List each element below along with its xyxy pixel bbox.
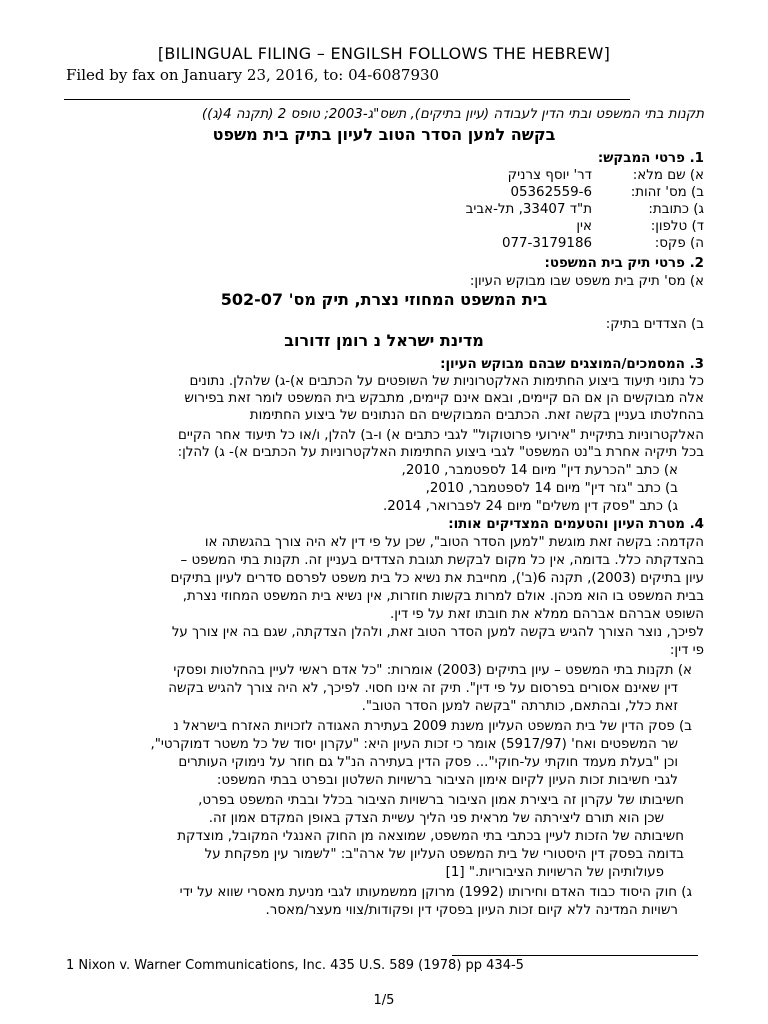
- fax-filing-line: Filed by fax on January 23, 2016, to: 04-6087930: [66, 66, 440, 84]
- section-3-line: בכל תיקיה אחרת ב"נט המשפט" לגבי ביצוע החתימות האלקטרוניות על הכתבים א)- ג) להלן:: [177, 445, 704, 460]
- section-4-line: הקדמה: בקשה זאת מוגשת "למען הסדר הטוב", שכן על פי דין לא היה צורך בהגשתה או: [204, 535, 704, 550]
- parties-label: ב) הצדדים בתיק:: [605, 317, 704, 332]
- footnote-divider: [452, 955, 698, 956]
- applicant-address-value: ת"ד 33407, תל-אביב: [465, 202, 592, 217]
- section-1-heading: 1. פרטי המבקש:: [597, 151, 704, 166]
- section-4-line: פי דין:: [669, 643, 704, 658]
- reason-b-line: וכן "בעלת מעמד חוקתי על-חוקי"... פסק הדין בעתירה הנ"ל גם חוזר על נימוקי העותרים: [178, 755, 678, 770]
- applicant-phone-label: ד) טלפון:: [650, 219, 704, 234]
- reason-c-line: רשויות המדינה ללא קיום זכות העיון בפסקי דין ופקודות/צווי מעצר/מאסר.: [265, 903, 678, 918]
- section-4-line: לפיכך, נוצר הצורך להגיש בקשה למען הסדר הטוב זאת, ולהלן הצדקתה, שגם בה אין צורך על: [171, 625, 704, 640]
- page-number: 1/5: [373, 993, 395, 1008]
- section-3-line: כל נתוני תיעוד ביצוע החתימות האלקטרוניות של השופטים על הכתבים א)-ג) שלהלן. נתונים: [189, 374, 704, 389]
- section-2-heading: 2. פרטי תיק בית המשפט:: [544, 256, 704, 271]
- applicant-name-value: דר' יוסף צרניק: [507, 168, 592, 183]
- applicant-id-label: ב) מס' זהות:: [630, 185, 704, 200]
- section-4-line: השופט אברהם אברהם ממלא את חובתו זאת על פי דין.: [389, 607, 704, 622]
- document-item: א) כתב "הכרעת דין" מיום 14 לספטמבר, 2010,: [401, 463, 678, 478]
- reason-b-line: פעולותיהן של הרשויות הציבוריות." [1]: [445, 865, 664, 880]
- case-parties: מדינת ישראל נ רומן זדורוב: [284, 331, 484, 350]
- applicant-id-value: 05362559-6: [510, 185, 592, 200]
- regulation-citation: תקנות בתי המשפט ובתי הדין לעבודה (עיון בתיקים), תשס"ג-2003; טופס 2 (תקנה 4(ג)): [201, 107, 704, 122]
- reason-a-line: זאת כלל, ובהתאם, כותרתה "בקשה למען הסדר הטוב".: [361, 699, 678, 714]
- section-4-line: עיון בתיקים (2003), תקנה 6(ב'), מחייבת את נשיא כל בית משפט לפרסם סדרים לעיון בתיקים: [170, 571, 704, 586]
- section-4-line: בהצדקתה כלל. בדומה, אין כל מקום לבקשת תגובת הצדדים בעניין זה. תקנות בתי המשפט –: [180, 553, 704, 568]
- applicant-fax-value: 077-3179186: [501, 236, 592, 251]
- applicant-name-label: א) שם מלא:: [632, 168, 704, 183]
- reason-b-line: ב) פסק הדין של בית המשפט העליון משנת 2009 בעתירת האגודה לזכויות האזרח בישראל נ: [173, 719, 692, 734]
- case-number: בית המשפט המחוזי נצרת, תיק מס' 502-07: [220, 290, 548, 309]
- applicant-fax-label: ה) פקס:: [654, 236, 704, 251]
- document-item: ג) כתב "פסק דין משלים" מיום 24 לפברואר, 2014.: [382, 499, 678, 514]
- bilingual-header: [BILINGUAL FILING – ENGILSH FOLLOWS THE HEBREW]: [157, 44, 611, 63]
- reason-b-line: שכן הוא תורם ליצירתה של מראית פני הליך עשיית הצדק באופן המקדם אמון זה.: [208, 811, 664, 826]
- reason-b-line: שר המשפטים ואח' (5917/97) אומר כי זכות העיון היא: "עקרון יסוד של כל משטר דמוקרטי",: [150, 737, 678, 752]
- reason-c-line: ג) חוק היסוד כבוד האדם וחירותו (1992) מרוקן ממשמעותו לגבי מניעת מאסרי שווא על ידי: [179, 885, 692, 900]
- document-item: ב) כתב "גזר דין" מיום 14 לספטמבר, 2010,: [425, 481, 678, 496]
- section-4-line: בבית המשפט בו הוא מכהן. אולם למרות בקשות חוזרות, אין נשיא בית המשפט המחוזי נצרת,: [182, 589, 704, 604]
- reason-a-line: א) תקנות בתי המשפט – עיון בתיקים (2003) אומרות: "כל אדם ראשי לעיין בהחלטות ופסקי: [173, 663, 692, 678]
- section-3-line: אלה מבוקשים הן אם הם קיימים, ובאם אינם קיימים, מתבקש בית המשפט לומר זאת בפירוש: [184, 391, 704, 406]
- applicant-phone-value: אין: [576, 219, 592, 234]
- form-title: בקשה למען הסדר הטוב לעיון בתיק בית משפט: [212, 125, 556, 144]
- applicant-address-label: ג) כתובת:: [648, 202, 704, 217]
- reason-b-line: בדומה בפסק דין היסטורי של בית המשפט העליון של ארה"ב: "לשמור עין מפקחת על: [204, 847, 684, 862]
- footnote: 1 Nixon v. Warner Communications, Inc. 435 U.S. 589 (1978) pp 434-5: [66, 958, 524, 973]
- section-3-heading: 3. המסמכים/המוצגים שבהם מבוקש העיון:: [440, 357, 704, 372]
- section-3-line: האלקטרוניות בתיקיית "אירועי פרוטוקול" לגבי כתבים א) ו-ב) להלן, ו/או כל תיעוד אחר הקיים: [177, 428, 704, 443]
- reason-b-line: לגבי חשיבות זכות העיון לקיום אימון הציבור ברשויות השלטון ובפרט בבתי המשפט:: [216, 773, 678, 788]
- reason-b-line: חשיבותה של הזכות לעיין בכתבי בתי המשפט, שמוצאה מן החוק האנגלי המקובל, מוצדקת: [177, 829, 684, 844]
- section-4-heading: 4. מטרת העיון והטעמים המצדיקים אותו:: [448, 517, 704, 532]
- header-divider: [64, 99, 630, 100]
- section-3-line: בהחלטתו בעניין בקשה זאת. הכתבים המבוקשים הם הנתונים של ביצוע החתימות: [249, 408, 704, 423]
- case-number-label: א) מס' תיק בית משפט שבו מבוקש העיון:: [469, 274, 704, 289]
- reason-b-line: חשיבותו של עקרון זה ביצירת אמון הציבור ברשויות הציבור בכלל ובבתי המשפט בפרט,: [198, 793, 684, 808]
- reason-a-line: דין שאינם אסורים בפרסום על פי דין". תיק זה אינו חסוי. לפיכך, לא היה צורך להגיש בקשה: [168, 681, 678, 696]
